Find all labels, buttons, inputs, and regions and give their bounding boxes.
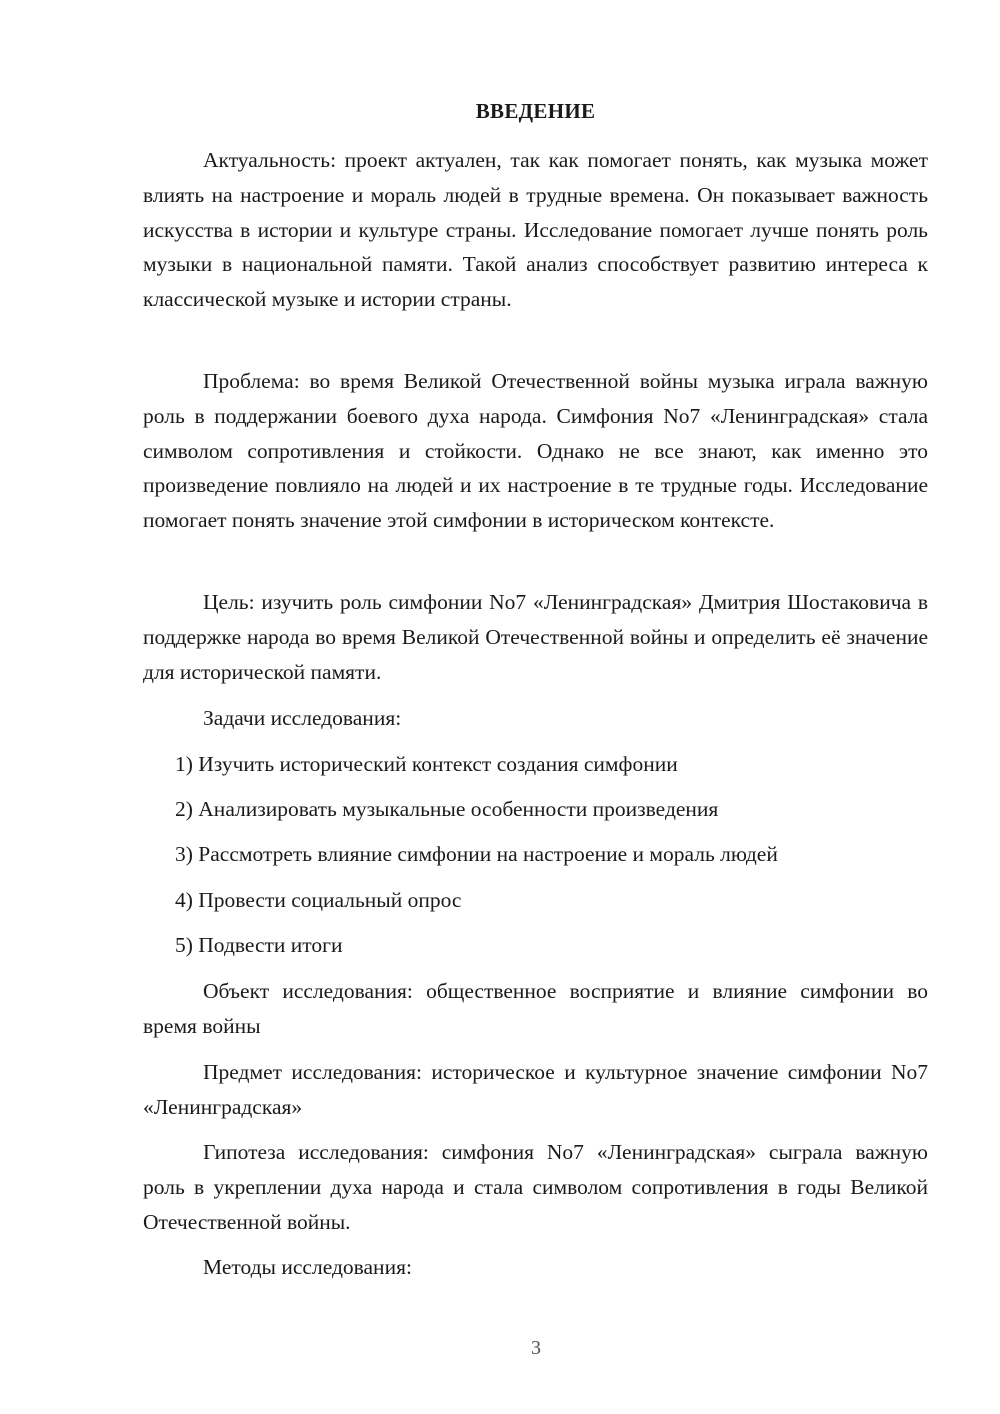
section-heading: ВВЕДЕНИЕ [475,99,596,123]
paragraph-subject: Предмет исследования: историческое и культурное значение симфонии No7 «Ленинградская» [143,1060,928,1119]
paragraph-tasks-title: Задачи исследования: [203,706,402,730]
paragraph-methods-title: Методы исследования: [203,1255,412,1279]
paragraph-goal: Цель: изучить роль симфонии No7 «Ленинградская» Дмитрия Шостаковича в поддержке народа во время Великой Отечественной войны и определить её значение для исторической памяти. [143,590,928,684]
list-item-task-3: 3) Рассмотреть влияние симфонии на настроение и мораль людей [175,842,778,866]
paragraph-object: Объект исследования: общественное восприятие и влияние симфонии во время войны [143,979,928,1038]
list-item-task-5: 5) Подвести итоги [175,933,343,957]
paragraph-hypothesis: Гипотеза исследования: симфония No7 «Ленинградская» сыграла важную роль в укреплении духа народа и стала символом сопротивления в годы Великой Отечественной войны. [143,1140,928,1234]
paragraph-problem: Проблема: во время Великой Отечественной войны музыка играла важную роль в поддержании боевого духа народа. Симфония No7 «Ленинградская» стала символом сопротивления и стойкости. Однако не все знают, как именно это произведение повлияло на людей и их настроение в те трудные годы. Исследование помогает понять значение этой симфонии в историческом контексте. [143,369,928,533]
list-item-task-4: 4) Провести социальный опрос [175,888,462,912]
page-number: 3 [531,1337,541,1359]
list-item-task-2: 2) Анализировать музыкальные особенности произведения [175,797,719,821]
paragraph-relevance: Актуальность: проект актуален, так как помогает понять, как музыка может влиять на настроение и мораль людей в трудные времена. Он показывает важность искусства в истории и культуре страны. Исследование помогает лучше понять роль музыки в национальной памяти. Такой анализ способствует развитию интереса к классической музыке и истории страны. [143,148,928,312]
list-item-task-1: 1) Изучить исторический контекст создания симфонии [175,752,678,776]
